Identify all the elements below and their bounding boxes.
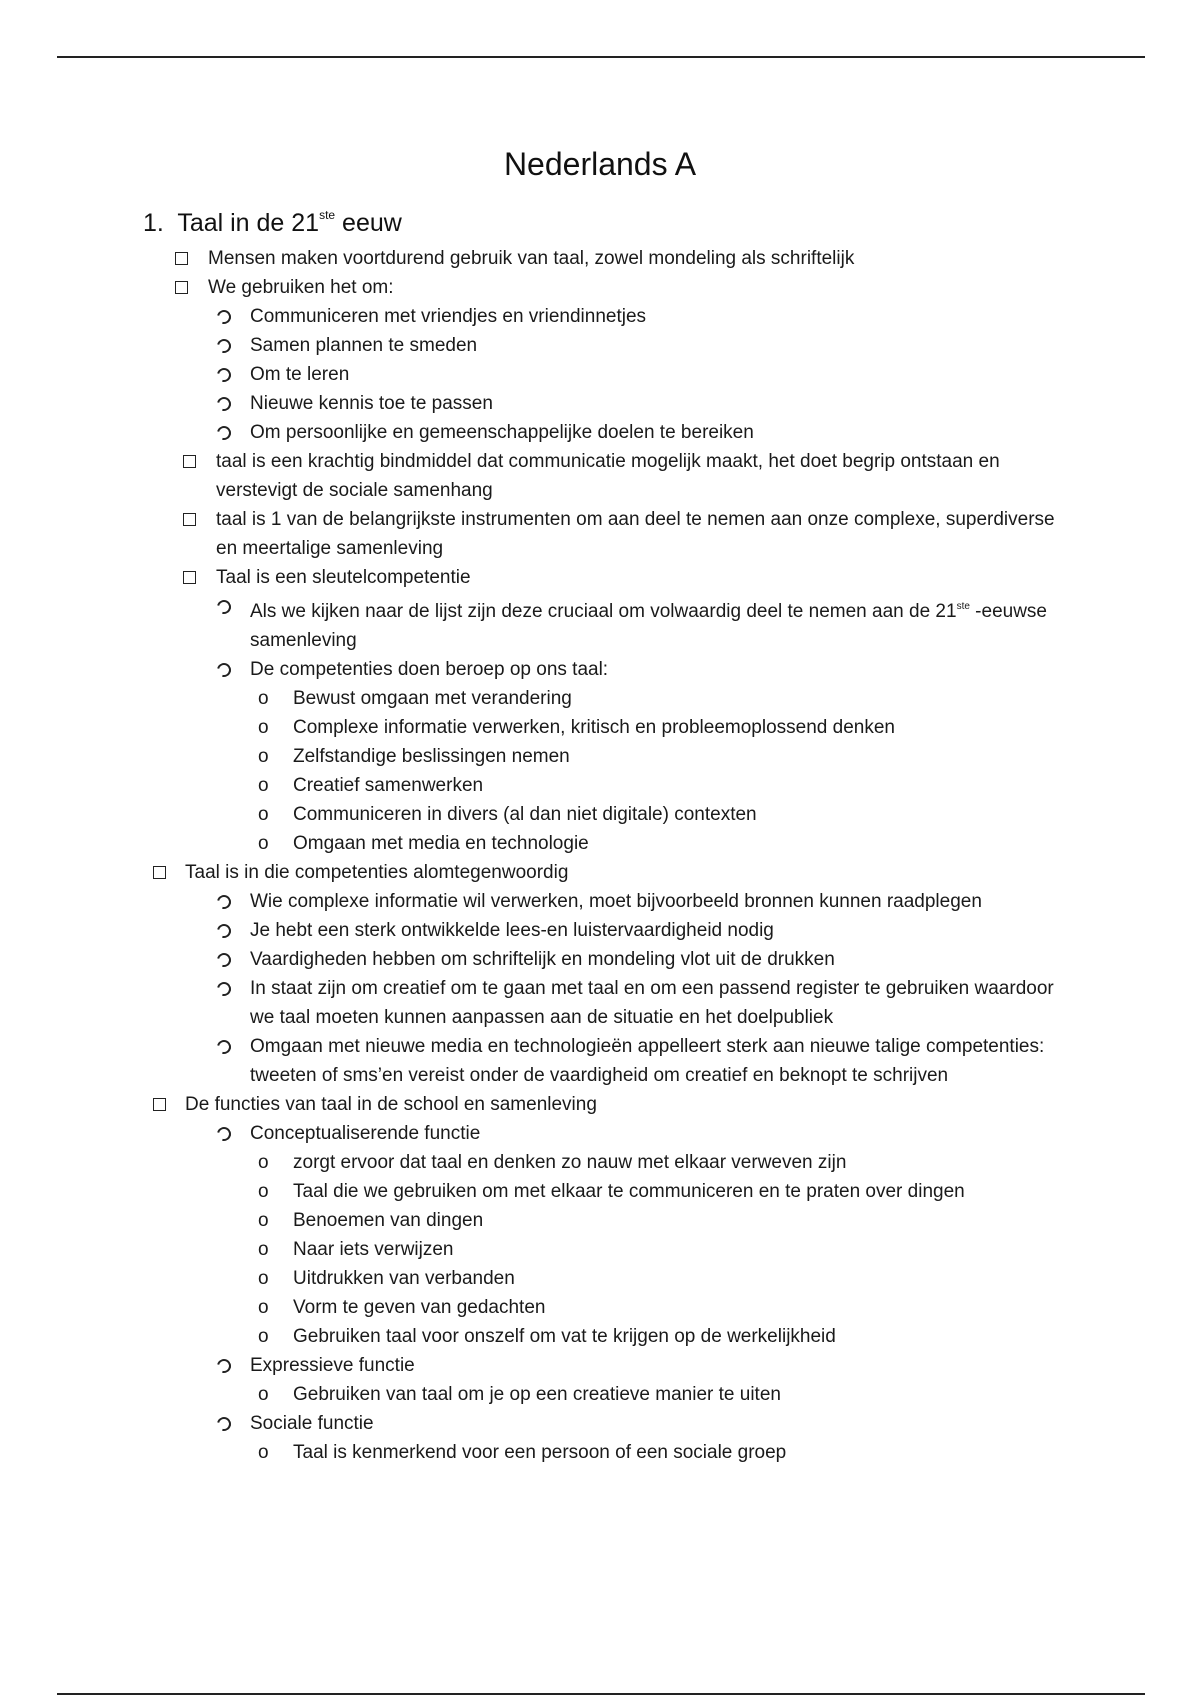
list-bullet: o — [258, 1268, 269, 1289]
list-item-text: Om te leren — [250, 364, 350, 385]
list-item — [0, 1264, 1200, 1293]
list-item-text: Conceptualiserende functie — [250, 1123, 481, 1144]
list-item — [0, 331, 1200, 360]
list-item — [0, 916, 1200, 945]
list-item-text: Expressieve functie — [250, 1355, 415, 1376]
list-item-text: Vorm te geven van gedachten — [293, 1297, 546, 1318]
list-item-text: Taal is in die competenties alomtegenwoordig — [185, 862, 569, 883]
list-item-text: Creatief samenwerken — [293, 775, 484, 796]
ring-bullet-icon — [217, 302, 231, 333]
superscript: ste — [956, 601, 970, 612]
list-item — [0, 829, 1200, 858]
list-item-text: Vaardigheden hebben om schriftelijk en mondeling vlot uit de drukken — [250, 949, 835, 970]
ring-bullet-icon — [217, 1409, 231, 1440]
list-bullet: o — [258, 833, 269, 854]
checkbox-icon — [175, 273, 188, 303]
list-item — [0, 771, 1200, 800]
list-bullet: o — [258, 1442, 269, 1463]
footer-rule — [57, 1693, 1145, 1695]
list-item — [0, 1322, 1200, 1351]
list-item — [0, 1380, 1200, 1409]
list-item-text: We gebruiken het om: — [208, 277, 394, 298]
ring-bullet-icon — [217, 1032, 231, 1063]
list-item-text: Mensen maken voortdurend gebruik van taal, zowel mondeling als schriftelijk — [208, 248, 855, 269]
list-item — [0, 302, 1200, 331]
list-bullet: o — [258, 1326, 269, 1347]
ring-bullet-icon — [217, 1119, 231, 1150]
section-heading — [143, 208, 402, 238]
list-bullet: o — [258, 1297, 269, 1318]
list-item-text: Nieuwe kennis toe te passen — [250, 393, 493, 414]
list-item-text: Omgaan met media en technologie — [293, 833, 589, 854]
list-item — [0, 1119, 1200, 1148]
list-item — [0, 592, 1200, 655]
list-item-text: Bewust omgaan met verandering — [293, 688, 572, 709]
checkbox-icon — [183, 505, 196, 535]
list-item-text: Omgaan met nieuwe media en technologieën appelleert sterk aan nieuwe talige competenties: tweeten of sms’en vereist onder de vaardigheid om creatief en beknopt te schrijven — [250, 1036, 1045, 1086]
section-heading-sup: ste — [319, 208, 336, 222]
list-item-text: Benoemen van dingen — [293, 1210, 484, 1231]
list-item — [0, 1293, 1200, 1322]
list-item — [0, 1438, 1200, 1467]
list-item-text: taal is 1 van de belangrijkste instrumenten om aan deel te nemen aan onze complexe, superdiverse en meertalige samenleving — [216, 509, 1055, 559]
ring-bullet-icon — [217, 592, 231, 623]
list-item-text: De competenties doen beroep op ons taal: — [250, 659, 609, 680]
header-rule — [57, 56, 1145, 58]
list-item-text: Taal is kenmerkend voor een persoon of een sociale groep — [293, 1442, 787, 1463]
list-item — [0, 1090, 1200, 1119]
list-bullet: o — [258, 717, 269, 738]
list-item — [0, 1177, 1200, 1206]
list-item-text: Uitdrukken van verbanden — [293, 1268, 515, 1289]
ring-bullet-icon — [217, 945, 231, 976]
ring-bullet-icon — [217, 1351, 231, 1382]
list-item-text: Taal is een sleutelcompetentie — [216, 567, 471, 588]
list-item-text: taal is een krachtig bindmiddel dat communicatie mogelijk maakt, het doet begrip ontstaan en verstevigt de sociale samenhang — [216, 451, 1000, 501]
ring-bullet-icon — [217, 360, 231, 391]
list-item — [0, 1235, 1200, 1264]
list-item-text: Gebruiken taal voor onszelf om vat te krijgen op de werkelijkheid — [293, 1326, 836, 1347]
list-item — [0, 713, 1200, 742]
checkbox-icon — [153, 858, 166, 888]
checkbox-icon — [153, 1090, 166, 1120]
list-bullet: o — [258, 1239, 269, 1260]
list-item — [0, 1032, 1200, 1090]
list-item — [0, 974, 1200, 1032]
list-item — [0, 563, 1200, 592]
list-item-text: zorgt ervoor dat taal en denken zo nauw met elkaar verweven zijn — [293, 1152, 847, 1173]
ring-bullet-icon — [217, 331, 231, 362]
list-item — [0, 800, 1200, 829]
list-bullet: o — [258, 1181, 269, 1202]
list-bullet: o — [258, 804, 269, 825]
list-bullet: o — [258, 1210, 269, 1231]
checkbox-icon — [183, 563, 196, 593]
list-item-text: Communiceren in divers (al dan niet digitale) contexten — [293, 804, 757, 825]
list-item — [0, 418, 1200, 447]
ring-bullet-icon — [217, 418, 231, 449]
section-number: 1. — [143, 209, 164, 237]
list-item-text: Wie complexe informatie wil verwerken, moet bijvoorbeeld bronnen kunnen raadplegen — [250, 891, 982, 912]
ring-bullet-icon — [217, 887, 231, 918]
checkbox-icon — [175, 244, 188, 274]
list-item — [0, 858, 1200, 887]
list-item — [0, 1351, 1200, 1380]
list-item — [0, 742, 1200, 771]
list-item-text: Taal die we gebruiken om met elkaar te communiceren en te praten over dingen — [293, 1181, 965, 1202]
list-item — [0, 1148, 1200, 1177]
document-title: Nederlands A — [503, 146, 697, 182]
list-item — [0, 1206, 1200, 1235]
ring-bullet-icon — [217, 389, 231, 420]
bullet-list — [0, 244, 1200, 1467]
list-item — [0, 447, 1200, 505]
list-item — [0, 244, 1200, 273]
list-bullet: o — [258, 746, 269, 767]
ring-bullet-icon — [217, 916, 231, 947]
list-item-text: Om persoonlijke en gemeenschappelijke doelen te bereiken — [250, 422, 754, 443]
list-item-text: Gebruiken van taal om je op een creatieve manier te uiten — [293, 1384, 781, 1405]
list-item — [0, 389, 1200, 418]
list-item — [0, 1409, 1200, 1438]
list-bullet: o — [258, 775, 269, 796]
list-item-text: In staat zijn om creatief om te gaan met taal en om een passend register te gebruiken waardoor we taal moeten kunnen aanpassen aan de situatie en het doelpubliek — [250, 978, 1054, 1028]
list-item-text: De functies van taal in de school en samenleving — [185, 1094, 597, 1115]
list-bullet: o — [258, 1384, 269, 1405]
list-item — [0, 684, 1200, 713]
list-item-text: Samen plannen te smeden — [250, 335, 478, 356]
list-item — [0, 945, 1200, 974]
list-item-text: Je hebt een sterk ontwikkelde lees-en luistervaardigheid nodig — [250, 920, 774, 941]
checkbox-icon — [183, 447, 196, 477]
list-item-text: Sociale functie — [250, 1413, 374, 1434]
list-item-text: Zelfstandige beslissingen nemen — [293, 746, 570, 767]
list-item — [0, 505, 1200, 563]
list-bullet: o — [258, 688, 269, 709]
section-heading-tail: eeuw — [335, 209, 402, 237]
list-bullet: o — [258, 1152, 269, 1173]
section-heading-text: Taal in de 21 — [177, 209, 320, 237]
ring-bullet-icon — [217, 974, 231, 1005]
list-item — [0, 360, 1200, 389]
list-item — [0, 887, 1200, 916]
list-item-text: Communiceren met vriendjes en vriendinnetjes — [250, 306, 647, 327]
ring-bullet-icon — [217, 655, 231, 686]
list-item — [0, 273, 1200, 302]
list-item-text: Als we kijken naar de lijst zijn deze cruciaal om volwaardig deel te nemen aan de 21ste -eeuwse samenleving — [250, 601, 1048, 651]
list-item-text: Naar iets verwijzen — [293, 1239, 454, 1260]
list-item-text: Complexe informatie verwerken, kritisch en probleemoplossend denken — [293, 717, 895, 738]
list-item — [0, 655, 1200, 684]
